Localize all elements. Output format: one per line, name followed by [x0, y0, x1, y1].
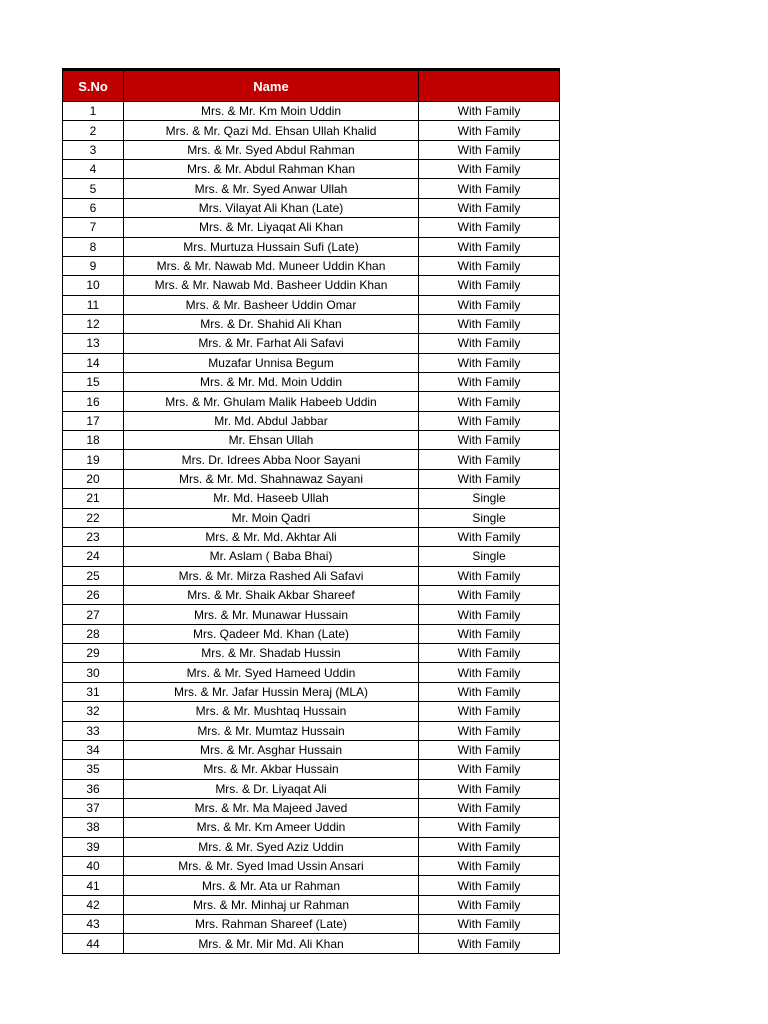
guest-list-table	[62, 68, 560, 954]
cell-sno: 15	[63, 373, 124, 392]
cell-name: Mrs. Murtuza Hussain Sufi (Late)	[124, 237, 419, 256]
cell-status: With Family	[419, 837, 560, 856]
cell-sno: 42	[63, 895, 124, 914]
cell-status: With Family	[419, 934, 560, 953]
cell-name: Mrs. & Mr. Km Moin Uddin	[124, 102, 419, 121]
cell-status: With Family	[419, 469, 560, 488]
cell-status: With Family	[419, 237, 560, 256]
cell-name: Mrs. & Mr. Farhat Ali Safavi	[124, 334, 419, 353]
cell-status: With Family	[419, 160, 560, 179]
cell-status: With Family	[419, 218, 560, 237]
table-row	[63, 431, 560, 450]
cell-name: Mrs. & Mr. Mirza Rashed Ali Safavi	[124, 566, 419, 585]
table-row	[63, 547, 560, 566]
table-row	[63, 818, 560, 837]
cell-sno: 20	[63, 469, 124, 488]
cell-sno: 16	[63, 392, 124, 411]
table-row	[63, 915, 560, 934]
cell-status: With Family	[419, 644, 560, 663]
cell-name: Mr. Md. Haseeb Ullah	[124, 489, 419, 508]
table-row	[63, 798, 560, 817]
cell-name: Mrs. & Mr. Syed Hameed Uddin	[124, 663, 419, 682]
cell-sno: 19	[63, 450, 124, 469]
cell-status: With Family	[419, 198, 560, 217]
cell-sno: 14	[63, 353, 124, 372]
cell-name: Mrs. & Mr. Syed Anwar Ullah	[124, 179, 419, 198]
cell-sno: 24	[63, 547, 124, 566]
table-row	[63, 566, 560, 585]
table-row	[63, 353, 560, 372]
cell-sno: 27	[63, 605, 124, 624]
cell-sno: 31	[63, 682, 124, 701]
cell-status: With Family	[419, 179, 560, 198]
cell-sno: 17	[63, 411, 124, 430]
cell-status: With Family	[419, 702, 560, 721]
cell-name: Mrs. & Mr. Minhaj ur Rahman	[124, 895, 419, 914]
cell-status: With Family	[419, 373, 560, 392]
cell-sno: 4	[63, 160, 124, 179]
cell-name: Mrs. & Mr. Md. Moin Uddin	[124, 373, 419, 392]
cell-status: With Family	[419, 314, 560, 333]
cell-name: Mrs. & Mr. Liyaqat Ali Khan	[124, 218, 419, 237]
table-row	[63, 392, 560, 411]
cell-sno: 13	[63, 334, 124, 353]
cell-status: With Family	[419, 624, 560, 643]
cell-name: Mrs. & Mr. Ghulam Malik Habeeb Uddin	[124, 392, 419, 411]
cell-sno: 3	[63, 140, 124, 159]
cell-status: With Family	[419, 585, 560, 604]
table-row	[63, 334, 560, 353]
cell-name: Mrs. & Dr. Shahid Ali Khan	[124, 314, 419, 333]
cell-sno: 25	[63, 566, 124, 585]
cell-name: Mrs. & Mr. Mir Md. Ali Khan	[124, 934, 419, 953]
cell-sno: 5	[63, 179, 124, 198]
cell-status: Single	[419, 489, 560, 508]
cell-name: Mrs. & Dr. Liyaqat Ali	[124, 779, 419, 798]
table-row	[63, 276, 560, 295]
cell-name: Mrs. & Mr. Mushtaq Hussain	[124, 702, 419, 721]
cell-status: With Family	[419, 450, 560, 469]
cell-name: Mrs. & Mr. Ata ur Rahman	[124, 876, 419, 895]
cell-sno: 37	[63, 798, 124, 817]
table-body	[63, 102, 560, 954]
table-row	[63, 450, 560, 469]
cell-sno: 9	[63, 256, 124, 275]
cell-status: With Family	[419, 295, 560, 314]
cell-sno: 1	[63, 102, 124, 121]
cell-name: Mrs. & Mr. Mumtaz Hussain	[124, 721, 419, 740]
table-row	[63, 295, 560, 314]
cell-name: Mr. Ehsan Ullah	[124, 431, 419, 450]
table-row	[63, 682, 560, 701]
cell-status: Single	[419, 547, 560, 566]
cell-sno: 35	[63, 760, 124, 779]
cell-status: With Family	[419, 121, 560, 140]
table-row	[63, 702, 560, 721]
cell-status: With Family	[419, 740, 560, 759]
cell-name: Mrs. Qadeer Md. Khan (Late)	[124, 624, 419, 643]
table-row	[63, 469, 560, 488]
cell-name: Mrs. & Mr. Nawab Md. Basheer Uddin Khan	[124, 276, 419, 295]
cell-status: With Family	[419, 760, 560, 779]
cell-status: With Family	[419, 779, 560, 798]
cell-status: With Family	[419, 411, 560, 430]
table-row	[63, 314, 560, 333]
table-row	[63, 857, 560, 876]
cell-sno: 43	[63, 915, 124, 934]
cell-name: Mrs. & Mr. Km Ameer Uddin	[124, 818, 419, 837]
cell-sno: 10	[63, 276, 124, 295]
table-row	[63, 373, 560, 392]
cell-sno: 36	[63, 779, 124, 798]
cell-status: With Family	[419, 798, 560, 817]
table-row	[63, 411, 560, 430]
cell-sno: 7	[63, 218, 124, 237]
cell-name: Mrs. & Mr. Nawab Md. Muneer Uddin Khan	[124, 256, 419, 275]
cell-name: Mrs. Vilayat Ali Khan (Late)	[124, 198, 419, 217]
table-row	[63, 218, 560, 237]
cell-status: With Family	[419, 857, 560, 876]
cell-sno: 22	[63, 508, 124, 527]
cell-status: With Family	[419, 353, 560, 372]
cell-sno: 41	[63, 876, 124, 895]
table-row	[63, 663, 560, 682]
table-row	[63, 489, 560, 508]
cell-sno: 2	[63, 121, 124, 140]
cell-status: With Family	[419, 392, 560, 411]
cell-status: With Family	[419, 334, 560, 353]
cell-name: Mrs. & Mr. Akbar Hussain	[124, 760, 419, 779]
cell-sno: 40	[63, 857, 124, 876]
cell-sno: 33	[63, 721, 124, 740]
cell-name: Mrs. & Mr. Abdul Rahman Khan	[124, 160, 419, 179]
cell-name: Mr. Md. Abdul Jabbar	[124, 411, 419, 430]
cell-status: With Family	[419, 256, 560, 275]
cell-status: With Family	[419, 915, 560, 934]
cell-sno: 11	[63, 295, 124, 314]
cell-name: Mrs. & Mr. Syed Abdul Rahman	[124, 140, 419, 159]
cell-status: With Family	[419, 527, 560, 546]
table-row	[63, 644, 560, 663]
table-row	[63, 895, 560, 914]
cell-sno: 29	[63, 644, 124, 663]
cell-sno: 30	[63, 663, 124, 682]
cell-name: Mrs. & Mr. Syed Imad Ussin Ansari	[124, 857, 419, 876]
cell-name: Mrs. & Mr. Syed Aziz Uddin	[124, 837, 419, 856]
table-row	[63, 140, 560, 159]
cell-status: With Family	[419, 895, 560, 914]
cell-sno: 21	[63, 489, 124, 508]
cell-name: Mrs. & Mr. Qazi Md. Ehsan Ullah Khalid	[124, 121, 419, 140]
cell-name: Mrs. Dr. Idrees Abba Noor Sayani	[124, 450, 419, 469]
table-row	[63, 760, 560, 779]
cell-name: Mrs. Rahman Shareef (Late)	[124, 915, 419, 934]
cell-sno: 28	[63, 624, 124, 643]
cell-sno: 6	[63, 198, 124, 217]
table-row	[63, 198, 560, 217]
table-row	[63, 102, 560, 121]
cell-status: With Family	[419, 431, 560, 450]
cell-name: Mr. Aslam ( Baba Bhai)	[124, 547, 419, 566]
cell-name: Mrs. & Mr. Basheer Uddin Omar	[124, 295, 419, 314]
cell-name: Mrs. & Mr. Asghar Hussain	[124, 740, 419, 759]
table-row	[63, 837, 560, 856]
cell-sno: 18	[63, 431, 124, 450]
cell-status: With Family	[419, 276, 560, 295]
cell-name: Mrs. & Mr. Md. Shahnawaz Sayani	[124, 469, 419, 488]
cell-name: Mrs. & Mr. Jafar Hussin Meraj (MLA)	[124, 682, 419, 701]
cell-status: With Family	[419, 663, 560, 682]
guest-list-sheet	[62, 68, 559, 954]
cell-name: Mrs. & Mr. Munawar Hussain	[124, 605, 419, 624]
cell-sno: 8	[63, 237, 124, 256]
cell-status: With Family	[419, 721, 560, 740]
cell-name: Mr. Moin Qadri	[124, 508, 419, 527]
cell-status: With Family	[419, 605, 560, 624]
cell-name: Muzafar Unnisa Begum	[124, 353, 419, 372]
table-row	[63, 585, 560, 604]
cell-name: Mrs. & Mr. Shaik Akbar Shareef	[124, 585, 419, 604]
cell-sno: 23	[63, 527, 124, 546]
cell-name: Mrs. & Mr. Shadab Hussin	[124, 644, 419, 663]
cell-name: Mrs. & Mr. Md. Akhtar Ali	[124, 527, 419, 546]
table-row	[63, 779, 560, 798]
header-name: Name	[124, 70, 419, 102]
cell-status: With Family	[419, 818, 560, 837]
cell-sno: 38	[63, 818, 124, 837]
table-row	[63, 256, 560, 275]
cell-sno: 34	[63, 740, 124, 759]
table-row	[63, 237, 560, 256]
table-row	[63, 121, 560, 140]
cell-status: With Family	[419, 876, 560, 895]
table-row	[63, 740, 560, 759]
cell-sno: 32	[63, 702, 124, 721]
table-row	[63, 721, 560, 740]
cell-status: With Family	[419, 566, 560, 585]
table-row	[63, 160, 560, 179]
cell-status: With Family	[419, 140, 560, 159]
cell-status: With Family	[419, 102, 560, 121]
table-row	[63, 179, 560, 198]
cell-sno: 26	[63, 585, 124, 604]
cell-sno: 12	[63, 314, 124, 333]
cell-status: With Family	[419, 682, 560, 701]
cell-name: Mrs. & Mr. Ma Majeed Javed	[124, 798, 419, 817]
table-row	[63, 605, 560, 624]
table-row	[63, 624, 560, 643]
header-status	[419, 70, 560, 102]
header-sno: S.No	[63, 70, 124, 102]
cell-sno: 39	[63, 837, 124, 856]
table-row	[63, 527, 560, 546]
cell-status: Single	[419, 508, 560, 527]
header-row	[63, 70, 560, 102]
table-row	[63, 934, 560, 953]
cell-sno: 44	[63, 934, 124, 953]
table-row	[63, 876, 560, 895]
table-row	[63, 508, 560, 527]
